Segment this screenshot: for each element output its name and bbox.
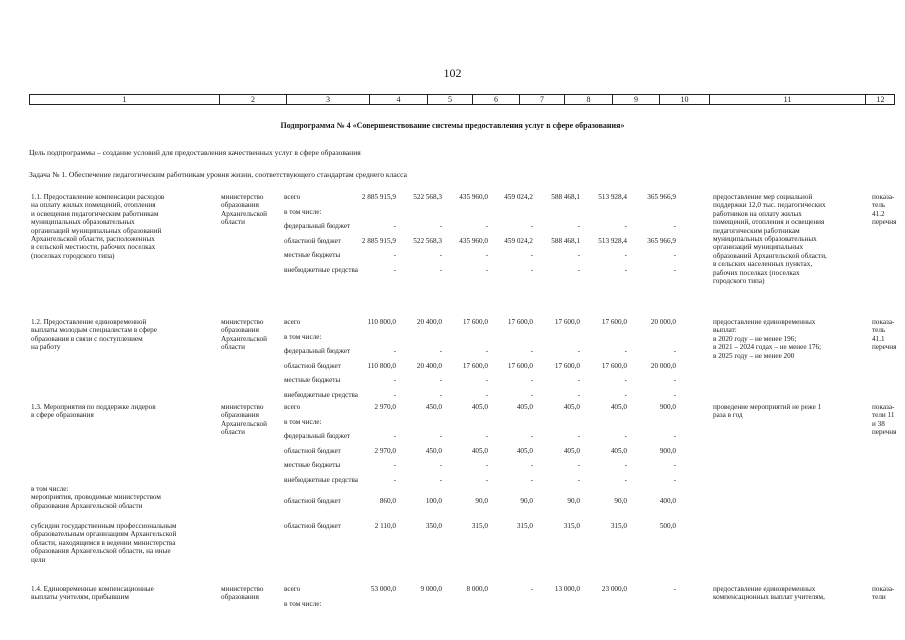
funding-amount: - bbox=[673, 390, 676, 399]
funding-amount: 860,0 bbox=[379, 497, 396, 505]
expected-result: предоставление мер социальной поддержки 12,0 тыс. педагогических работников на оплату жилых помещений, отопления и освещения педагогическим работникам муниципальных образовательных организаций муниципальных образований Архангельской области, в сельских населенных пунктах, рабочих поселках (поселках городского типа) bbox=[713, 193, 827, 286]
funding-source: областной бюджет bbox=[284, 497, 341, 505]
funding-amount: 17 600,0 bbox=[601, 318, 627, 326]
expected-result: проведение мероприятий не реже 1 раза в год bbox=[713, 403, 822, 420]
responsible-executor: министерство образования Архангельской области bbox=[221, 193, 267, 227]
page-number: 102 bbox=[443, 66, 462, 80]
funding-amount: 315,0 bbox=[516, 522, 533, 530]
funding-amount: 8 000,0 bbox=[466, 585, 488, 593]
funding-amount: 405,0 bbox=[471, 403, 488, 411]
funding-source: в том числе: bbox=[284, 332, 322, 341]
funding-amount: - bbox=[530, 475, 533, 484]
column-number-cell: 12 bbox=[876, 95, 885, 104]
funding-amount: - bbox=[530, 390, 533, 399]
funding-amount: 435 960,0 bbox=[459, 236, 488, 245]
funding-amount: 2 110,0 bbox=[374, 522, 396, 530]
activity-name: 1.1. Предоставление компенсации расходов на оплату жилых помещений, отопления и освещения педагогическим работникам муниципальных образовательных организаций муниципальных образований Архангельской области, расположенных в сельской местности, рабочих поселках (поселках городского типа) bbox=[31, 193, 165, 260]
indicator-reference: показа- тели 11 и 38 перечня bbox=[872, 403, 897, 437]
column-number-cell: 9 bbox=[613, 95, 660, 104]
funding-amount: - bbox=[393, 376, 396, 384]
funding-amount: 315,0 bbox=[610, 522, 627, 530]
column-number-cell: 8 bbox=[565, 95, 613, 104]
funding-amount: 400,0 bbox=[659, 497, 676, 505]
funding-amount: 450,0 bbox=[425, 403, 442, 411]
funding-amount: - bbox=[624, 222, 627, 230]
funding-amount: - bbox=[673, 376, 676, 384]
funding-amount: - bbox=[673, 432, 676, 440]
funding-amount: 17 600,0 bbox=[507, 318, 533, 326]
funding-amount: - bbox=[530, 265, 533, 274]
expected-result: предоставление единовременных выплат: в 2020 году – не менее 196; в 2021 – 2024 годах – не менее 176; в 2025 году – не менее 200 bbox=[713, 318, 822, 360]
funding-source: внебюджетные средства bbox=[284, 265, 358, 274]
funding-amount: - bbox=[624, 265, 627, 274]
funding-amount: 17 600,0 bbox=[601, 361, 627, 370]
funding-amount: - bbox=[393, 475, 396, 484]
funding-amount: 405,0 bbox=[610, 446, 627, 455]
funding-source: областной бюджет bbox=[284, 522, 341, 530]
column-number-cell: 3 bbox=[287, 95, 370, 104]
funding-amount: 17 600,0 bbox=[507, 361, 533, 370]
funding-amount: 405,0 bbox=[563, 446, 580, 455]
funding-amount: - bbox=[624, 475, 627, 484]
funding-amount: 20 400,0 bbox=[416, 318, 442, 326]
funding-amount: - bbox=[577, 347, 580, 355]
funding-amount: 522 568,3 bbox=[413, 193, 442, 201]
funding-amount: 20 000,0 bbox=[650, 361, 676, 370]
funding-amount: - bbox=[439, 461, 442, 469]
funding-amount: 20 000,0 bbox=[650, 318, 676, 326]
column-number-cell: 2 bbox=[220, 95, 287, 104]
funding-amount: 405,0 bbox=[610, 403, 627, 411]
funding-amount: 513 928,4 bbox=[598, 236, 627, 245]
funding-amount: 90,0 bbox=[567, 497, 580, 505]
funding-amount: - bbox=[393, 265, 396, 274]
funding-amount: - bbox=[624, 347, 627, 355]
column-number-cell: 1 bbox=[30, 95, 220, 104]
task-heading: Задача № 1. Обеспечение педагогическим работникам уровня жизни, соответствующего стандартам среднего класса bbox=[29, 170, 407, 179]
funding-amount: - bbox=[393, 222, 396, 230]
funding-amount: 405,0 bbox=[516, 446, 533, 455]
funding-amount: 2 970,0 bbox=[374, 403, 396, 411]
activity-name: 1.2. Предоставление единовременной выплаты молодым специалистам в сфере образования в связи с поступлением на работу bbox=[31, 318, 157, 352]
funding-amount: - bbox=[673, 461, 676, 469]
funding-amount: - bbox=[673, 265, 676, 274]
funding-amount: 900,0 bbox=[659, 446, 676, 455]
funding-amount: - bbox=[485, 390, 488, 399]
funding-amount: 110 800,0 bbox=[367, 361, 396, 370]
funding-amount: - bbox=[624, 432, 627, 440]
funding-source: в том числе: bbox=[284, 207, 322, 216]
responsible-executor: министерство образования Архангельской области bbox=[221, 318, 267, 352]
funding-amount: - bbox=[577, 222, 580, 230]
funding-amount: 900,0 bbox=[659, 403, 676, 411]
funding-source: внебюджетные средства bbox=[284, 390, 358, 399]
funding-amount: - bbox=[530, 347, 533, 355]
funding-amount: - bbox=[485, 461, 488, 469]
funding-amount: - bbox=[439, 390, 442, 399]
subprogram-title: Подпрограмма № 4 «Совершенствование системы предоставления услуг в сфере образования» bbox=[280, 121, 625, 130]
funding-source: местные бюджеты bbox=[284, 251, 341, 259]
expected-result: предоставление единовременных компенсационных выплат учителям, bbox=[713, 585, 825, 602]
funding-amount: 17 600,0 bbox=[554, 318, 580, 326]
indicator-reference: показа- тель 41.2 перечня bbox=[872, 193, 897, 227]
funding-amount: 522 568,3 bbox=[413, 236, 442, 245]
funding-amount: - bbox=[673, 222, 676, 230]
funding-amount: - bbox=[577, 265, 580, 274]
funding-amount: - bbox=[439, 265, 442, 274]
activity-name: субсидии государственным профессиональным образовательным организациям Архангельской области, находящимся в ведении министерства образования Архангельской области, на иные цели bbox=[31, 522, 177, 564]
funding-amount: - bbox=[393, 251, 396, 259]
funding-amount: 315,0 bbox=[471, 522, 488, 530]
funding-amount: 2 885 915,9 bbox=[361, 236, 396, 245]
funding-amount: 13 000,0 bbox=[554, 585, 580, 593]
funding-source: всего bbox=[284, 318, 301, 326]
funding-source: в том числе: bbox=[284, 599, 322, 608]
funding-amount: 90,0 bbox=[520, 497, 533, 505]
funding-amount: - bbox=[577, 376, 580, 384]
responsible-executor: министерство образования bbox=[221, 585, 264, 602]
funding-source: областной бюджет bbox=[284, 236, 341, 245]
funding-amount: 365 966,9 bbox=[647, 236, 676, 245]
funding-source: федеральный бюджет bbox=[284, 432, 351, 440]
funding-amount: - bbox=[485, 376, 488, 384]
funding-amount: 53 000,0 bbox=[370, 585, 396, 593]
subprogram-goal: Цель подпрограммы – создание условий для предоставления качественных услуг в сфере образования bbox=[29, 148, 361, 157]
funding-amount: 513 928,4 bbox=[598, 193, 627, 201]
column-number-row bbox=[29, 94, 895, 105]
funding-source: внебюджетные средства bbox=[284, 475, 358, 484]
funding-amount: 350,0 bbox=[425, 522, 442, 530]
funding-amount: - bbox=[624, 376, 627, 384]
funding-amount: 9 000,0 bbox=[420, 585, 442, 593]
funding-source: местные бюджеты bbox=[284, 461, 341, 469]
funding-amount: - bbox=[673, 347, 676, 355]
funding-amount: - bbox=[485, 251, 488, 259]
column-number-cell: 7 bbox=[520, 95, 565, 104]
funding-amount: 2 970,0 bbox=[374, 446, 396, 455]
funding-amount: - bbox=[439, 347, 442, 355]
funding-amount: - bbox=[530, 585, 533, 593]
funding-amount: 450,0 bbox=[425, 446, 442, 455]
funding-amount: 405,0 bbox=[516, 403, 533, 411]
funding-source: всего bbox=[284, 585, 301, 593]
funding-amount: - bbox=[624, 251, 627, 259]
funding-amount: - bbox=[673, 585, 676, 593]
funding-amount: - bbox=[530, 461, 533, 469]
funding-amount: - bbox=[530, 251, 533, 259]
funding-amount: - bbox=[439, 222, 442, 230]
funding-source: в том числе: bbox=[284, 417, 322, 426]
indicator-reference: показа- тель 41.1 перечня bbox=[872, 318, 897, 352]
funding-amount: - bbox=[577, 461, 580, 469]
funding-amount: 110 800,0 bbox=[367, 318, 396, 326]
funding-amount: - bbox=[485, 475, 488, 484]
funding-amount: - bbox=[439, 475, 442, 484]
funding-amount: 2 885 915,9 bbox=[361, 193, 396, 201]
funding-amount: 405,0 bbox=[471, 446, 488, 455]
funding-amount: 17 600,0 bbox=[462, 318, 488, 326]
funding-amount: 315,0 bbox=[563, 522, 580, 530]
funding-source: федеральный бюджет bbox=[284, 347, 351, 355]
funding-amount: - bbox=[624, 461, 627, 469]
funding-amount: - bbox=[530, 432, 533, 440]
funding-source: федеральный бюджет bbox=[284, 222, 351, 230]
funding-amount: 405,0 bbox=[563, 403, 580, 411]
funding-amount: - bbox=[577, 390, 580, 399]
funding-amount: - bbox=[439, 432, 442, 440]
funding-amount: - bbox=[485, 347, 488, 355]
column-number-cell: 5 bbox=[428, 95, 473, 104]
responsible-executor: министерство образования Архангельской области bbox=[221, 403, 267, 437]
activity-name: 1.4. Единовременные компенсационные выплаты учителям, прибывшим bbox=[31, 585, 154, 602]
indicator-reference: показа- тели bbox=[872, 585, 895, 602]
funding-amount: - bbox=[530, 376, 533, 384]
column-number-cell: 6 bbox=[473, 95, 520, 104]
funding-amount: 365 966,9 bbox=[647, 193, 676, 201]
column-number-cell: 4 bbox=[370, 95, 428, 104]
funding-amount: - bbox=[577, 251, 580, 259]
funding-amount: 17 600,0 bbox=[462, 361, 488, 370]
funding-amount: - bbox=[485, 222, 488, 230]
funding-amount: - bbox=[624, 390, 627, 399]
funding-amount: - bbox=[485, 265, 488, 274]
funding-amount: 90,0 bbox=[475, 497, 488, 505]
funding-amount: - bbox=[485, 432, 488, 440]
column-number-cell: 11 bbox=[710, 95, 866, 104]
funding-amount: 23 000,0 bbox=[601, 585, 627, 593]
funding-source: всего bbox=[284, 403, 301, 411]
funding-amount: - bbox=[530, 222, 533, 230]
funding-amount: - bbox=[673, 475, 676, 484]
funding-amount: - bbox=[577, 475, 580, 484]
funding-amount: - bbox=[393, 432, 396, 440]
funding-amount: 588 468,1 bbox=[551, 193, 580, 201]
funding-amount: 100,0 bbox=[425, 497, 442, 505]
column-number-cell: 10 bbox=[660, 95, 710, 104]
funding-amount: 459 024,2 bbox=[504, 193, 533, 201]
activity-name: 1.3. Мероприятия по поддержке лидеров в сфере образования bbox=[31, 403, 156, 420]
funding-amount: 17 600,0 bbox=[554, 361, 580, 370]
funding-amount: - bbox=[673, 251, 676, 259]
funding-amount: 90,0 bbox=[614, 497, 627, 505]
funding-source: местные бюджеты bbox=[284, 376, 341, 384]
funding-source: всего bbox=[284, 193, 301, 201]
funding-source: областной бюджет bbox=[284, 361, 341, 370]
funding-amount: 20 400,0 bbox=[416, 361, 442, 370]
activity-name: в том числе: мероприятия, проводимые министерством образования Архангельской области bbox=[31, 485, 161, 510]
funding-amount: 435 960,0 bbox=[459, 193, 488, 201]
funding-source: областной бюджет bbox=[284, 446, 341, 455]
funding-amount: - bbox=[439, 251, 442, 259]
funding-amount: 459 024,2 bbox=[504, 236, 533, 245]
funding-amount: - bbox=[439, 376, 442, 384]
funding-amount: - bbox=[393, 390, 396, 399]
funding-amount: 500,0 bbox=[659, 522, 676, 530]
funding-amount: - bbox=[393, 461, 396, 469]
funding-amount: 588 468,1 bbox=[551, 236, 580, 245]
funding-amount: - bbox=[577, 432, 580, 440]
funding-amount: - bbox=[393, 347, 396, 355]
